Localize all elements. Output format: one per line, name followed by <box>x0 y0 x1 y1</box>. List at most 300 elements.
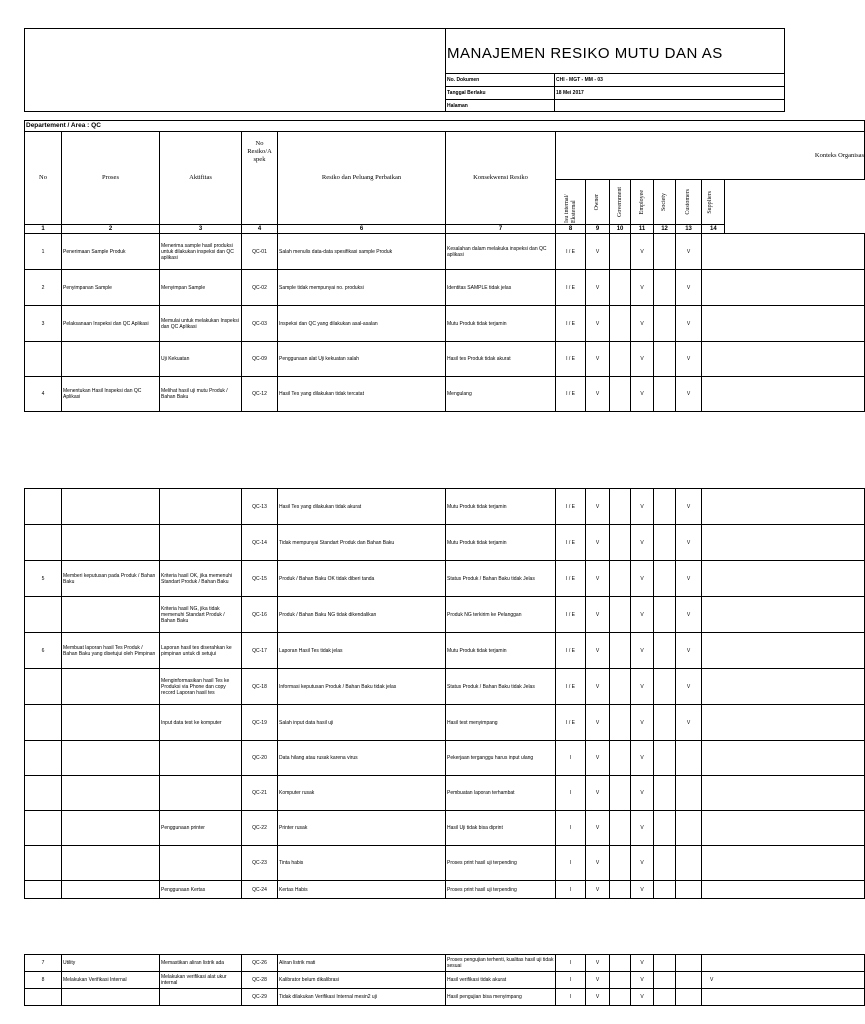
row-society <box>654 955 676 972</box>
table-row <box>25 669 865 705</box>
row-resiko: Data hilang atau rusak karena virus <box>278 741 446 776</box>
row-suppliers <box>702 342 865 377</box>
row-konsekwensi: Status Produk / Bahan Baku tidak Jelas <box>446 561 556 597</box>
row-employee: V <box>631 846 654 881</box>
row-isu: I <box>556 972 586 989</box>
row-society <box>654 972 676 989</box>
row-suppliers <box>702 989 865 1006</box>
row-society <box>654 811 676 846</box>
row-konsekwensi: Pembuatan laporan terhambat <box>446 776 556 811</box>
row-suppliers: V <box>702 972 865 989</box>
row-customers: V <box>676 342 702 377</box>
row-suppliers <box>702 561 865 597</box>
row-employee: V <box>631 489 654 525</box>
row-konsekwensi: Proses print hasil uji terpending <box>446 846 556 881</box>
row-kode: QC-13 <box>242 489 278 525</box>
date-value: 18 Mei 2017 <box>555 87 785 100</box>
row-no: 2 <box>25 270 62 306</box>
row-isu: I <box>556 955 586 972</box>
row-konsekwensi: Proses print hasil uji terpending <box>446 881 556 899</box>
row-customers: V <box>676 377 702 412</box>
row-kode: QC-28 <box>242 972 278 989</box>
row-no <box>25 597 62 633</box>
row-government <box>610 955 631 972</box>
row-government <box>610 669 631 705</box>
row-owner: V <box>586 561 610 597</box>
row-proses: Memberi keputusan pada Produk / Bahan Baku <box>62 561 160 597</box>
row-owner: V <box>586 846 610 881</box>
row-aktifitas: Uji Kekuatan <box>160 342 242 377</box>
row-aktifitas <box>160 489 242 525</box>
risk-table-2 <box>24 488 865 899</box>
row-aktifitas: Menyimpan Sample <box>160 270 242 306</box>
row-employee: V <box>631 377 654 412</box>
row-society <box>654 377 676 412</box>
page-label: Halaman <box>446 100 555 112</box>
row-proses: Penyimpanan Sample <box>62 270 160 306</box>
row-isu: I / E <box>556 705 586 741</box>
row-owner: V <box>586 342 610 377</box>
row-aktifitas: Melakukan verifikasi alat ukur internal <box>160 972 242 989</box>
row-konsekwensi: Mutu Produk tidak terjamin <box>446 306 556 342</box>
row-suppliers <box>702 489 865 525</box>
sheet-block-3 <box>24 954 744 1014</box>
row-suppliers <box>702 234 865 270</box>
row-isu: I / E <box>556 234 586 270</box>
row-customers <box>676 741 702 776</box>
row-proses <box>62 989 160 1006</box>
row-owner: V <box>586 270 610 306</box>
row-proses: Membuat laporan hasil Tes Produk / Bahan Baku yang disetujui oleh Pimpinan <box>62 633 160 669</box>
row-customers: V <box>676 306 702 342</box>
row-customers <box>676 881 702 899</box>
row-resiko: Kertas Habis <box>278 881 446 899</box>
row-konsekwensi: Proses pengujian terhenti, kualitas hasil uji tidak sesuai <box>446 955 556 972</box>
row-aktifitas: Kriteria hasil OK, jika memenuhi Standart Produk / Bahan Baku <box>160 561 242 597</box>
row-konsekwensi: Pekerjaan terganggu harus input ulang <box>446 741 556 776</box>
row-proses <box>62 525 160 561</box>
row-society <box>654 741 676 776</box>
row-government <box>610 234 631 270</box>
row-isu: I / E <box>556 597 586 633</box>
row-konsekwensi: Mutu Produk tidak terjamin <box>446 633 556 669</box>
row-employee: V <box>631 776 654 811</box>
row-no <box>25 881 62 899</box>
row-resiko: Salah menulis data-data spesifikasi sample Produk <box>278 234 446 270</box>
row-proses <box>62 811 160 846</box>
row-suppliers <box>702 881 865 899</box>
col-konteks <box>556 132 865 180</box>
row-customers <box>676 972 702 989</box>
row-owner: V <box>586 489 610 525</box>
row-isu: I / E <box>556 342 586 377</box>
row-employee: V <box>631 955 654 972</box>
row-no <box>25 776 62 811</box>
row-government <box>610 846 631 881</box>
row-no <box>25 989 62 1006</box>
row-kode: QC-22 <box>242 811 278 846</box>
row-suppliers <box>702 270 865 306</box>
table-row <box>25 972 865 989</box>
col-government: Government <box>610 180 631 225</box>
row-employee: V <box>631 306 654 342</box>
table-row <box>25 633 865 669</box>
row-kode: QC-15 <box>242 561 278 597</box>
row-society <box>654 270 676 306</box>
row-proses <box>62 881 160 899</box>
row-no: 6 <box>25 633 62 669</box>
row-proses <box>62 342 160 377</box>
row-resiko: Tidak dilakukan Verifikasi Internal mesin2 uji <box>278 989 446 1006</box>
row-government <box>610 741 631 776</box>
row-resiko: Penggunaan alat Uji kekuatan salah <box>278 342 446 377</box>
doc-no-value: CHI - MGT - MM - 03 <box>555 74 785 87</box>
row-employee: V <box>631 270 654 306</box>
table-row <box>25 741 865 776</box>
row-no: 8 <box>25 972 62 989</box>
row-government <box>610 633 631 669</box>
row-kode: QC-14 <box>242 525 278 561</box>
row-konsekwensi: Hasil pengujian bisa menyimpang <box>446 989 556 1006</box>
row-society <box>654 705 676 741</box>
row-kode: QC-16 <box>242 597 278 633</box>
row-resiko: Aliran listrik mati <box>278 955 446 972</box>
row-aktifitas <box>160 776 242 811</box>
row-suppliers <box>702 776 865 811</box>
row-owner: V <box>586 705 610 741</box>
row-government <box>610 306 631 342</box>
row-proses: Pelaksanaan Inspeksi dan QC Aplikasi <box>62 306 160 342</box>
row-isu: I / E <box>556 306 586 342</box>
row-society <box>654 881 676 899</box>
row-customers: V <box>676 597 702 633</box>
row-aktifitas <box>160 525 242 561</box>
row-proses <box>62 776 160 811</box>
row-no <box>25 705 62 741</box>
row-isu: I <box>556 741 586 776</box>
row-employee: V <box>631 669 654 705</box>
table-row <box>25 881 865 899</box>
row-employee: V <box>631 972 654 989</box>
row-resiko: Tidak mempunyai Standart Produk dan Bahan Baku <box>278 525 446 561</box>
column-number-row: 1 2 3 4 6 7 8 9 10 11 12 13 14 <box>25 225 865 234</box>
table-row <box>25 306 865 342</box>
row-resiko: Salah input data hasil uji <box>278 705 446 741</box>
row-owner: V <box>586 525 610 561</box>
row-resiko: Produk / Bahan Baku OK tidak diberi tanda <box>278 561 446 597</box>
page-value <box>555 100 785 112</box>
date-label: Tanggal Berlaku <box>446 87 555 100</box>
row-aktifitas: Penggunaan Kertas <box>160 881 242 899</box>
row-aktifitas: Kriteria hasil NG, jika tidak memenuhi Standart Produk / Bahan Baku <box>160 597 242 633</box>
row-isu: I <box>556 811 586 846</box>
row-employee: V <box>631 741 654 776</box>
row-society <box>654 633 676 669</box>
row-employee: V <box>631 342 654 377</box>
row-proses: Menentukan Hasil Inspeksi dan QC Aplikasi <box>62 377 160 412</box>
row-resiko: Laporan Hasil Tes tidak jelas <box>278 633 446 669</box>
row-isu: I <box>556 846 586 881</box>
row-no <box>25 741 62 776</box>
row-society <box>654 306 676 342</box>
row-kode: QC-01 <box>242 234 278 270</box>
table-row <box>25 489 865 525</box>
row-konsekwensi: Hasil tes Produk tidak akurat <box>446 342 556 377</box>
row-suppliers <box>702 705 865 741</box>
row-government <box>610 597 631 633</box>
row-government <box>610 811 631 846</box>
row-customers: V <box>676 705 702 741</box>
row-society <box>654 561 676 597</box>
row-proses: Melakukan Verifikasi Internal <box>62 972 160 989</box>
row-suppliers <box>702 377 865 412</box>
row-resiko: Kalibrator belum dikalibrasi <box>278 972 446 989</box>
row-resiko: Printer rusak <box>278 811 446 846</box>
sheet-block-1 <box>24 28 865 428</box>
row-customers: V <box>676 234 702 270</box>
row-resiko: Hasil Tes yang dilakukan tidak akurat <box>278 489 446 525</box>
row-suppliers <box>702 811 865 846</box>
row-konsekwensi: Produk NG terkirim ke Pelanggan <box>446 597 556 633</box>
row-owner: V <box>586 597 610 633</box>
row-resiko: Hasil Tes yang dilakukan tidak tercatat <box>278 377 446 412</box>
row-resiko: Produk / Bahan Baku NG tidak dikendalikan <box>278 597 446 633</box>
row-customers: V <box>676 633 702 669</box>
row-isu: I <box>556 989 586 1006</box>
table-row <box>25 705 865 741</box>
col-konteks-label: Konteks Organisas <box>814 151 865 159</box>
row-no: 1 <box>25 234 62 270</box>
row-kode: QC-19 <box>242 705 278 741</box>
row-no: 3 <box>25 306 62 342</box>
row-employee: V <box>631 561 654 597</box>
row-no <box>25 669 62 705</box>
row-society <box>654 234 676 270</box>
row-aktifitas: Melihat hasil uji mutu Produk / Bahan Baku <box>160 377 242 412</box>
row-suppliers <box>702 846 865 881</box>
col-no: No <box>25 132 62 225</box>
row-proses <box>62 846 160 881</box>
row-society <box>654 669 676 705</box>
row-customers <box>676 811 702 846</box>
row-isu: I <box>556 776 586 811</box>
row-proses <box>62 489 160 525</box>
row-resiko: Inspeksi dan QC yang dilakukan asal-asalan <box>278 306 446 342</box>
row-customers <box>676 846 702 881</box>
sheet-block-2 <box>24 488 744 900</box>
row-no: 7 <box>25 955 62 972</box>
row-suppliers <box>702 741 865 776</box>
row-proses <box>62 741 160 776</box>
table-row <box>25 377 865 412</box>
row-government <box>610 776 631 811</box>
table-row <box>25 561 865 597</box>
header-table <box>24 28 785 112</box>
col-suppliers: Suppliers <box>702 180 725 225</box>
row-no: 4 <box>25 377 62 412</box>
row-no <box>25 811 62 846</box>
row-kode: QC-21 <box>242 776 278 811</box>
row-society <box>654 776 676 811</box>
row-customers <box>676 776 702 811</box>
row-isu: I / E <box>556 669 586 705</box>
doc-no-label: No. Dokumen <box>446 74 555 87</box>
row-owner: V <box>586 989 610 1006</box>
row-isu: I / E <box>556 270 586 306</box>
row-government <box>610 989 631 1006</box>
row-suppliers <box>702 597 865 633</box>
row-government <box>610 270 631 306</box>
row-suppliers <box>702 669 865 705</box>
row-customers: V <box>676 561 702 597</box>
row-customers <box>676 989 702 1006</box>
row-government <box>610 342 631 377</box>
row-society <box>654 597 676 633</box>
table-row <box>25 270 865 306</box>
row-no: 5 <box>25 561 62 597</box>
row-kode: QC-02 <box>242 270 278 306</box>
row-employee: V <box>631 989 654 1006</box>
row-aktifitas: Memulai untuk melakukan Inspeksi dan QC Aplikasi <box>160 306 242 342</box>
row-government <box>610 561 631 597</box>
row-kode: QC-26 <box>242 955 278 972</box>
table-row <box>25 342 865 377</box>
row-konsekwensi: Hasil Uji tidak bisa diprint <box>446 811 556 846</box>
row-kode: QC-29 <box>242 989 278 1006</box>
row-government <box>610 525 631 561</box>
row-owner: V <box>586 234 610 270</box>
col-employee: Employee <box>631 180 654 225</box>
table-row <box>25 989 865 1006</box>
row-employee: V <box>631 811 654 846</box>
row-government <box>610 489 631 525</box>
col-aktifitas: Aktifitas <box>160 132 242 225</box>
row-aktifitas: Laporan hasil tes diserahkan ke pimpinan untuk di setujui <box>160 633 242 669</box>
table-row <box>25 955 865 972</box>
row-owner: V <box>586 633 610 669</box>
row-employee: V <box>631 525 654 561</box>
row-owner: V <box>586 811 610 846</box>
row-kode: QC-24 <box>242 881 278 899</box>
row-konsekwensi: Kesalahan dalam melakuka inspeksi dan QC aplikasi <box>446 234 556 270</box>
row-kode: QC-18 <box>242 669 278 705</box>
col-isu: Isu internal/ Eksternal <box>556 180 586 225</box>
row-konsekwensi: Hasil test menyimpang <box>446 705 556 741</box>
row-customers <box>676 955 702 972</box>
table-row <box>25 846 865 881</box>
row-society <box>654 846 676 881</box>
row-no <box>25 846 62 881</box>
row-no <box>25 342 62 377</box>
row-isu: I / E <box>556 489 586 525</box>
row-employee: V <box>631 633 654 669</box>
row-kode: QC-17 <box>242 633 278 669</box>
row-society <box>654 342 676 377</box>
row-resiko: Tinta habis <box>278 846 446 881</box>
row-owner: V <box>586 741 610 776</box>
row-aktifitas <box>160 846 242 881</box>
row-proses: Penerimaan Sample Produk <box>62 234 160 270</box>
row-customers: V <box>676 525 702 561</box>
table-row <box>25 776 865 811</box>
row-resiko: Komputer rusak <box>278 776 446 811</box>
row-proses: Utility <box>62 955 160 972</box>
row-proses <box>62 705 160 741</box>
row-isu: I / E <box>556 377 586 412</box>
row-employee: V <box>631 881 654 899</box>
row-suppliers <box>702 525 865 561</box>
row-konsekwensi: Mutu Produk tidak terjamin <box>446 489 556 525</box>
col-proses: Proses <box>62 132 160 225</box>
row-government <box>610 377 631 412</box>
row-owner: V <box>586 306 610 342</box>
row-society <box>654 489 676 525</box>
col-society: Society <box>654 180 676 225</box>
table-row <box>25 597 865 633</box>
row-owner: V <box>586 972 610 989</box>
risk-table-1 <box>24 120 865 412</box>
row-customers: V <box>676 489 702 525</box>
row-government <box>610 972 631 989</box>
row-owner: V <box>586 881 610 899</box>
row-employee: V <box>631 597 654 633</box>
row-aktifitas: Menerima sample hasil produksi untuk dilakukan inspeksi dan QC aplikasi <box>160 234 242 270</box>
col-customers: Customers <box>676 180 702 225</box>
row-suppliers <box>702 306 865 342</box>
row-government <box>610 881 631 899</box>
row-suppliers <box>702 633 865 669</box>
row-aktifitas: Menginformasikan hasil Tes ke Produksi via Phone dan copy record Laporan hasil tes <box>160 669 242 705</box>
table-row <box>25 234 865 270</box>
document-title: MANAJEMEN RESIKO MUTU DAN AS <box>446 29 785 69</box>
row-aktifitas <box>160 741 242 776</box>
row-owner: V <box>586 955 610 972</box>
row-owner: V <box>586 776 610 811</box>
row-customers: V <box>676 270 702 306</box>
row-konsekwensi: Mengulang <box>446 377 556 412</box>
row-society <box>654 525 676 561</box>
row-kode: QC-12 <box>242 377 278 412</box>
row-kode: QC-09 <box>242 342 278 377</box>
row-isu: I / E <box>556 525 586 561</box>
row-employee: V <box>631 234 654 270</box>
row-isu: I / E <box>556 561 586 597</box>
row-aktifitas: Penggunaan printer <box>160 811 242 846</box>
row-kode: QC-20 <box>242 741 278 776</box>
row-suppliers <box>702 955 865 972</box>
dept-area: Departement / Area : QC <box>25 121 556 132</box>
row-isu: I <box>556 881 586 899</box>
row-customers: V <box>676 669 702 705</box>
row-konsekwensi: Identitas SAMPLE tidak jelas <box>446 270 556 306</box>
row-owner: V <box>586 377 610 412</box>
col-owner: Owner <box>586 180 610 225</box>
row-proses <box>62 597 160 633</box>
table-row <box>25 525 865 561</box>
col-no-resiko: No Resiko/A spek <box>242 132 278 225</box>
row-aktifitas: Input data test ke komputer <box>160 705 242 741</box>
row-konsekwensi: Status Produk / Bahan Baku tidak Jelas <box>446 669 556 705</box>
row-no <box>25 489 62 525</box>
row-konsekwensi: Mutu Produk tidak terjamin <box>446 525 556 561</box>
row-isu: I / E <box>556 633 586 669</box>
col-resiko: Resiko dan Peluang Perbaikan <box>278 132 446 225</box>
row-resiko: Sample tidak mempunyai no. produksi <box>278 270 446 306</box>
row-owner: V <box>586 669 610 705</box>
row-resiko: Informasi keputusan Produk / Bahan Baku tidak jelas <box>278 669 446 705</box>
row-aktifitas <box>160 989 242 1006</box>
logo-area <box>25 29 446 112</box>
